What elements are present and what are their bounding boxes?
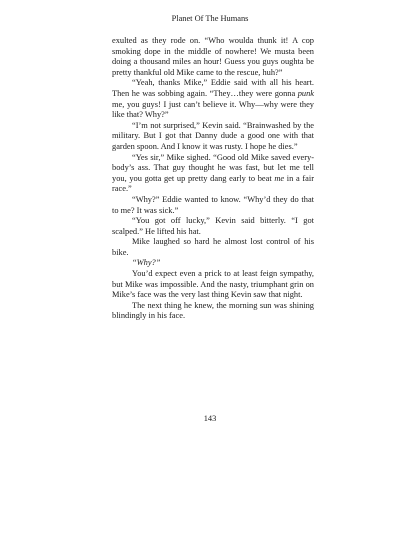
paragraph-p7: [112, 237, 314, 258]
paragraph-text: You’d expect even a prick to at least feign sympathy, but Mike was impossible. And the nasty, triumphant grin on Mike’s face was the very last thing Kevin saw that night.: [112, 269, 314, 300]
paragraph-p6: [112, 216, 314, 237]
paragraph-text: “You got off lucky,” Kevin said bitterly. “I got scalped.” He lifted his hat.: [112, 216, 314, 236]
paragraph-text: in a fair race.”: [112, 173, 314, 194]
paragraph-p8: [112, 258, 314, 269]
paragraph-p10: [112, 301, 314, 322]
italic-text: me: [274, 173, 285, 183]
paragraph-text: exulted as they rode on. “Who woulda thunk it! A cop smoking dope in the middle of nowhere! We musta been doing a thousand miles an hour! Guess you guys oughta be pretty thankful old Mike came to the rescue, huh?”: [112, 36, 314, 77]
paragraph-p3: [112, 121, 314, 153]
paragraph-text: me, you guys! I just can’t believe it. Why—why were they like that? Why?”: [112, 99, 314, 120]
paragraph-text: Mike laughed so hard he almost lost control of his bike.: [112, 237, 314, 257]
paragraph-p1: [112, 36, 314, 78]
paragraph-p2: [112, 78, 314, 120]
paragraph-text: “Yeah, thanks Mike,” Eddie said with all his heart. Then he was sobbing again. “They…they were gonna: [112, 78, 314, 98]
running-header: Planet Of The Humans: [171, 14, 249, 23]
page-number: 143: [203, 414, 217, 423]
paragraph-p9: [112, 269, 314, 301]
paragraph-p5: [112, 195, 314, 216]
paragraph-text: The next thing he knew, the morning sun was shining blindingly in his face.: [112, 300, 314, 321]
italic-text: “Why?”: [132, 258, 161, 268]
paragraph-p4: [112, 153, 314, 195]
paragraph-text: “Why?” Eddie wanted to know. “Why’d they do that to me? It was sick.”: [112, 194, 314, 215]
paragraph-text: “I’m not surprised,” Kevin said. “Brainwashed by the military. But I got that Danny dude a good one with that garden spoon. And I know it was rusty. I hope he dies.”: [112, 120, 314, 151]
body-text: [112, 36, 314, 322]
italic-text: punk: [297, 88, 314, 98]
paragraph-text: “Yes sir,” Mike sighed. “Good old Mike saved every-body’s ass. That guy thought he was fast, but let me tell you, you gotta get up pretty dang early to beat: [112, 152, 314, 183]
